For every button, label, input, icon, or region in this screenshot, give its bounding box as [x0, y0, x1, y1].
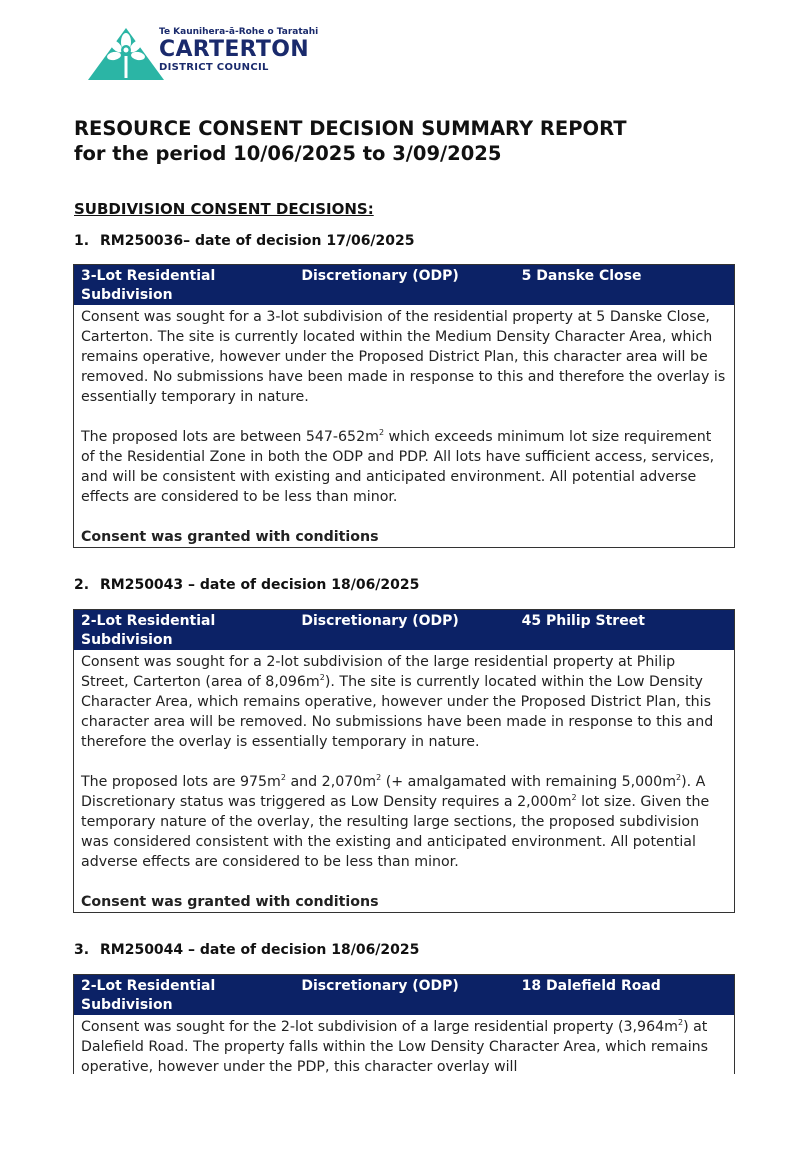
logo-subtitle: Te Kaunihera-ā-Rohe o Taratahi	[159, 27, 319, 37]
card-body	[74, 650, 734, 912]
decision-outcome: Consent was granted with conditions	[81, 529, 379, 545]
card-body	[74, 1015, 734, 1074]
item-number: 2.	[74, 577, 90, 593]
activity-status: Discretionary (ODP)	[301, 978, 459, 994]
consent-type: 2-Lot Residential Subdivision	[81, 613, 216, 648]
decision-card	[73, 609, 735, 913]
report-title	[74, 116, 627, 166]
item-title: RM250036– date of decision 17/06/2025	[100, 233, 415, 249]
activity-status: Discretionary (ODP)	[301, 268, 459, 284]
item-heading	[74, 233, 415, 249]
flower-logo-icon	[86, 22, 166, 82]
decision-outcome: Consent was granted with conditions	[81, 894, 379, 910]
item-title: RM250043 – date of decision 18/06/2025	[100, 577, 420, 593]
council-logo	[86, 22, 319, 82]
report-title-line1: RESOURCE CONSENT DECISION SUMMARY REPORT	[74, 117, 627, 140]
description-paragraph: Consent was sought for the 2-lot subdivision of a large residential property $(3,964m^2)$ at Dalefield Road. The property falls within the Low Density Character Area, which remains operative, however under the PDP, this character overlay will	[81, 1018, 709, 1074]
activity-status: Discretionary (ODP)	[301, 613, 459, 629]
card-body	[74, 305, 734, 547]
item-title: RM250044 – date of decision 18/06/2025	[100, 942, 420, 958]
site-address: 18 Dalefield Road	[521, 978, 661, 994]
site-address: 5 Danske Close	[521, 268, 642, 284]
logo-district: DISTRICT COUNCIL	[159, 62, 269, 73]
site-address: 45 Philip Street	[521, 613, 645, 629]
item-number: 3.	[74, 942, 90, 958]
item-number: 1.	[74, 233, 90, 249]
assessment-paragraph: The proposed lots are $975m^2$ and $2,070m^2$ (+ amalgamated with remaining $5,000m^2$). A Discretionary status was triggered as Low Density requires a $2,000m^2$ lot size. Given the temporary nature of the overlay, the resulting large sections, the proposed subdivision was considered consistent with the existing and anticipated environment. All potential adverse effects are considered to be less than minor.	[81, 773, 710, 870]
assessment-paragraph: The proposed lots are between $547-652m^2$ which exceeds minimum lot size requirement of the Residential Zone in both the ODP and PDP. All lots have sufficient access, services, and will be consistent with existing and anticipated environment. All potential adverse effects are considered to be less than minor.	[81, 428, 715, 505]
consent-type: 2-Lot Residential Subdivision	[81, 978, 216, 1013]
section-heading: SUBDIVISION CONSENT DECISIONS:	[74, 200, 374, 218]
consent-type: 3-Lot Residential Subdivision	[81, 268, 216, 303]
card-header	[74, 265, 734, 305]
card-header	[74, 610, 734, 650]
description-paragraph: Consent was sought for a 2-lot subdivision of the large residential property at Philip Street, Carterton (area of $8,096m^2$). The site is currently located within the Low Density Character Area, which remains operative, however under the Proposed District Plan, this character area will be removed. No submissions have been made in response to this and therefore the overlay is essentially temporary in nature.	[81, 654, 714, 750]
item-heading	[74, 577, 419, 593]
decision-card	[73, 974, 735, 1074]
item-heading	[74, 942, 419, 958]
description-paragraph: Consent was sought for a 3-lot subdivision of the residential property at 5 Danske Close, Carterton. The site is currently located within the Medium Density Character Area, which remains operative, however under the Proposed District Plan, this character area will be removed. No submissions have been made in response to this and therefore the overlay is essentially temporary in nature.	[81, 309, 726, 405]
card-header	[74, 975, 734, 1015]
report-title-line2: for the period 10/06/2025 to 3/09/2025	[74, 142, 502, 165]
decision-card	[73, 264, 735, 548]
logo-name: CARTERTON	[159, 37, 309, 62]
